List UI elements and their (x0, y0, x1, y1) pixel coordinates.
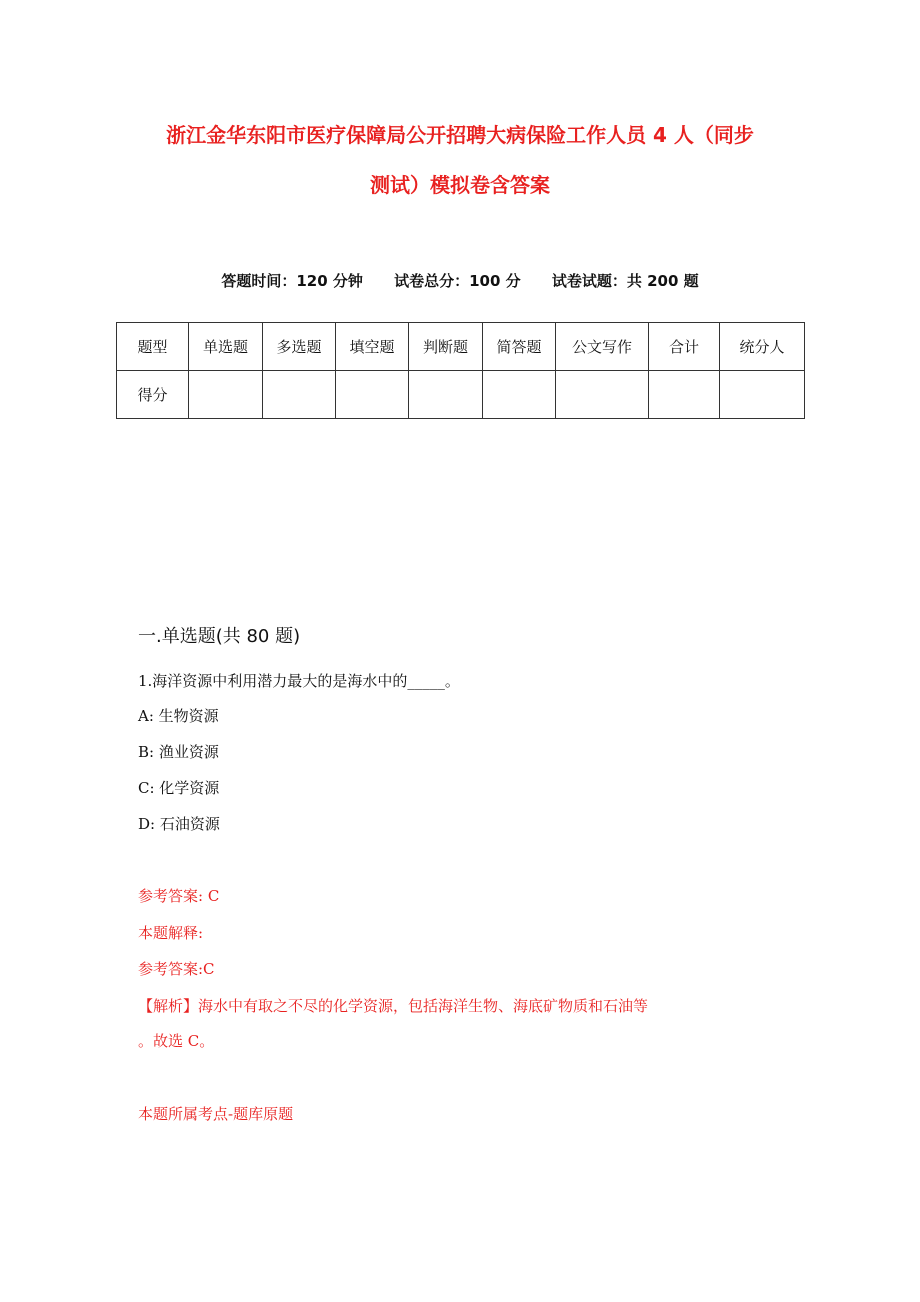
question-stem: 1.海洋资源中利用潜力最大的是海水中的_____。 (138, 672, 460, 690)
score-cell (649, 371, 720, 419)
score-cell (483, 371, 556, 419)
score-cell (336, 371, 409, 419)
header-cell-multiple-choice: 多选题 (263, 323, 336, 371)
section-heading: 一.单选题(共 80 题) (138, 626, 301, 647)
option-b: B: 渔业资源 (138, 743, 219, 761)
header-cell-short-answer: 简答题 (483, 323, 556, 371)
score-cell (263, 371, 336, 419)
document-title-line-1: 浙江金华东阳市医疗保障局公开招聘大病保险工作人员 4 人（同步 (166, 123, 754, 147)
score-table-score-row (117, 371, 805, 419)
score-row-label: 得分 (117, 371, 189, 419)
header-cell-total: 合计 (649, 323, 720, 371)
reference-answer-2: 参考答案:C (138, 960, 215, 978)
analysis-line-2: 。故选 C。 (138, 1032, 215, 1050)
analysis-line-1: 【解析】海水中有取之不尽的化学资源，包括海洋生物、海底矿物质和石油等 (138, 997, 649, 1015)
explanation-label: 本题解释: (138, 924, 204, 942)
option-a: A: 生物资源 (138, 707, 219, 725)
score-cell (409, 371, 483, 419)
knowledge-point: 本题所属考点-题库原题 (138, 1105, 294, 1123)
exam-total-score: 试卷总分：100 分 (394, 272, 521, 290)
score-cell (556, 371, 649, 419)
option-c: C: 化学资源 (138, 779, 220, 797)
header-cell-type: 题型 (117, 323, 189, 371)
reference-answer: 参考答案: C (138, 887, 220, 905)
score-table (116, 322, 805, 419)
exam-time: 答题时间：120 分钟 (221, 272, 363, 290)
header-cell-fill-blank: 填空题 (336, 323, 409, 371)
exam-info (0, 270, 920, 292)
score-table-header-row (117, 323, 805, 371)
option-d: D: 石油资源 (138, 815, 220, 833)
header-cell-true-false: 判断题 (409, 323, 483, 371)
exam-question-count: 试卷试题：共 200 题 (551, 272, 699, 290)
document-title-line-2: 测试）模拟卷含答案 (370, 173, 550, 197)
header-cell-scorer: 统分人 (720, 323, 805, 371)
header-cell-single-choice: 单选题 (189, 323, 263, 371)
header-cell-official-writing: 公文写作 (556, 323, 649, 371)
score-cell (720, 371, 805, 419)
score-cell (189, 371, 263, 419)
